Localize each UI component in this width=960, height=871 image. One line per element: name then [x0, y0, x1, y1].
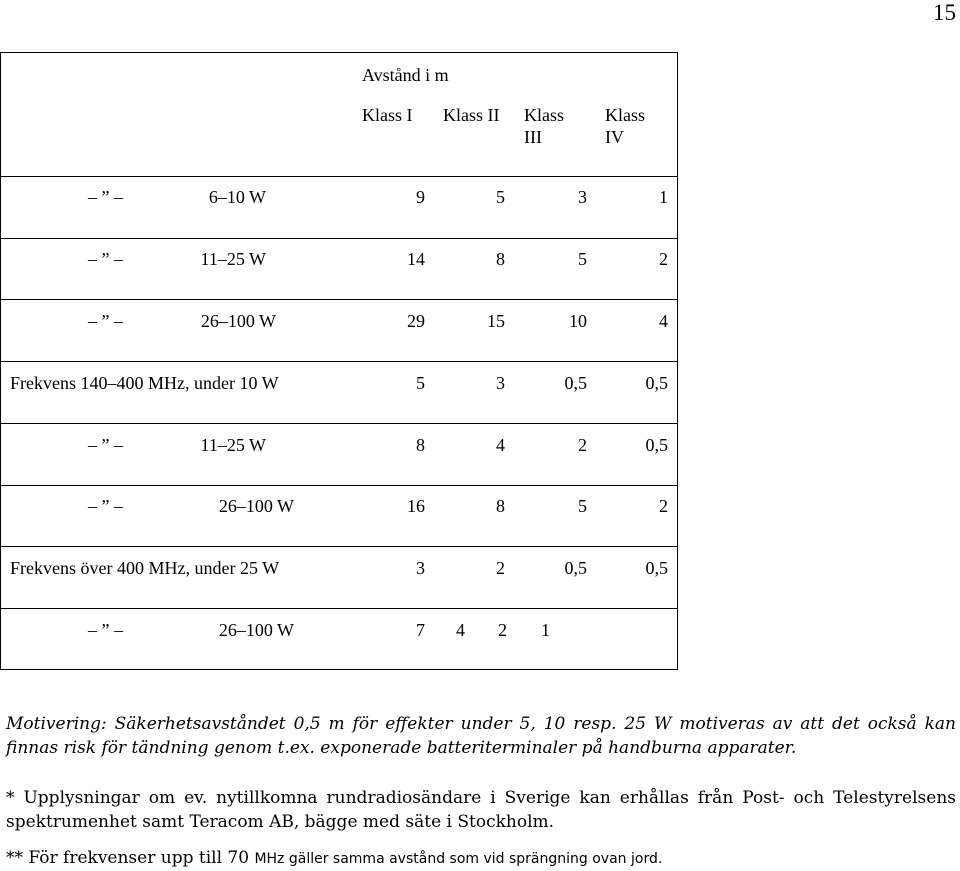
row-divider — [0, 608, 678, 609]
header-divider — [0, 176, 678, 177]
table-left-border — [0, 52, 1, 670]
page-number: 15 — [933, 0, 956, 25]
value-klass-i: 16 — [407, 496, 425, 516]
ditto-marker: – ” – — [88, 435, 123, 455]
group-header: Avstånd i m — [362, 65, 449, 85]
value-klass-i: 9 — [416, 187, 425, 207]
row-divider — [0, 361, 678, 362]
row-divider — [0, 238, 678, 239]
footnote-double-asterisk — [6, 846, 662, 871]
ditto-marker: – ” – — [88, 311, 123, 331]
value-klass-iv: 0,5 — [645, 558, 668, 578]
table-bottom-border — [0, 669, 678, 670]
value-klass-ii: 8 — [496, 249, 505, 269]
row-label: Frekvens 140–400 MHz, under 10 W — [10, 373, 279, 393]
column-header-klass-iv — [605, 104, 645, 148]
value-klass-iii: 2 — [498, 620, 507, 640]
row-divider — [0, 546, 678, 547]
column-header-label: Klass I — [362, 105, 413, 125]
column-header-label: Klass — [524, 105, 564, 125]
value-klass-i: 3 — [416, 558, 425, 578]
value-klass-iii: 2 — [578, 435, 587, 455]
ditto-marker: – ” – — [88, 620, 123, 640]
value-klass-iii: 5 — [578, 249, 587, 269]
motivation-paragraph: Motivering: Säkerhetsavståndet 0,5 m för effekter under 5, 10 resp. 25 W motiveras av att det också kan finnas risk för tändning genom t.ex. exponerade batteriterminaler på handburna apparater. — [6, 714, 956, 758]
value-klass-iv: 4 — [659, 311, 668, 331]
table-right-border — [677, 52, 678, 670]
value-klass-iv: 2 — [659, 249, 668, 269]
footnote-single-asterisk: * Upplysningar om ev. nytillkomna rundradiosändare i Sverige kan erhållas från Post- och Telestyrelsens spektrumenhet samt Teracom AB, bägge med säte i Stockholm. — [6, 788, 956, 832]
column-header-label: Klass II — [443, 105, 500, 125]
row-label: 6–10 W — [208, 187, 266, 207]
value-klass-iv: 2 — [659, 496, 668, 516]
value-klass-ii: 3 — [496, 373, 505, 393]
table-top-border — [0, 52, 678, 53]
value-klass-i: 14 — [407, 249, 425, 269]
ditto-marker: – ” – — [88, 187, 123, 207]
value-klass-iv: 1 — [541, 620, 550, 640]
value-klass-iii: 0,5 — [564, 373, 587, 393]
row-divider — [0, 299, 678, 300]
row-divider — [0, 485, 678, 486]
value-klass-iv: 0,5 — [645, 373, 668, 393]
value-klass-i: 7 — [416, 620, 425, 640]
ditto-marker: – ” – — [88, 496, 123, 516]
column-header-label-line2: IV — [605, 127, 624, 147]
value-klass-ii: 8 — [496, 496, 505, 516]
value-klass-iv: 1 — [659, 187, 668, 207]
column-header-klass-i — [362, 104, 413, 126]
column-header-label-line2: III — [524, 127, 542, 147]
value-klass-ii: 2 — [496, 558, 505, 578]
row-label: 26–100 W — [218, 620, 294, 640]
value-klass-ii: 5 — [496, 187, 505, 207]
column-header-label: Klass — [605, 105, 645, 125]
value-klass-ii: 4 — [456, 620, 465, 640]
value-klass-iii: 10 — [569, 311, 587, 331]
ditto-marker: – ” – — [88, 249, 123, 269]
value-klass-iii: 0,5 — [564, 558, 587, 578]
footnote-text-part2: MHz gäller samma avstånd som vid sprängning ovan jord. — [254, 851, 663, 867]
column-header-klass-iii — [524, 104, 564, 148]
value-klass-i: 29 — [407, 311, 425, 331]
value-klass-i: 8 — [416, 435, 425, 455]
row-label: 11–25 W — [200, 249, 266, 269]
value-klass-iii: 3 — [578, 187, 587, 207]
footnote-text-part1: ** För frekvenser upp till 70 — [6, 848, 255, 868]
value-klass-iii: 5 — [578, 496, 587, 516]
row-divider — [0, 423, 678, 424]
column-header-klass-ii — [443, 104, 500, 126]
row-label: Frekvens över 400 MHz, under 25 W — [10, 558, 280, 578]
row-label: 26–100 W — [200, 311, 276, 331]
value-klass-iv: 0,5 — [645, 435, 668, 455]
value-klass-i: 5 — [416, 373, 425, 393]
value-klass-ii: 4 — [496, 435, 505, 455]
row-label: 26–100 W — [218, 496, 294, 516]
value-klass-ii: 15 — [487, 311, 505, 331]
row-label: 11–25 W — [200, 435, 266, 455]
